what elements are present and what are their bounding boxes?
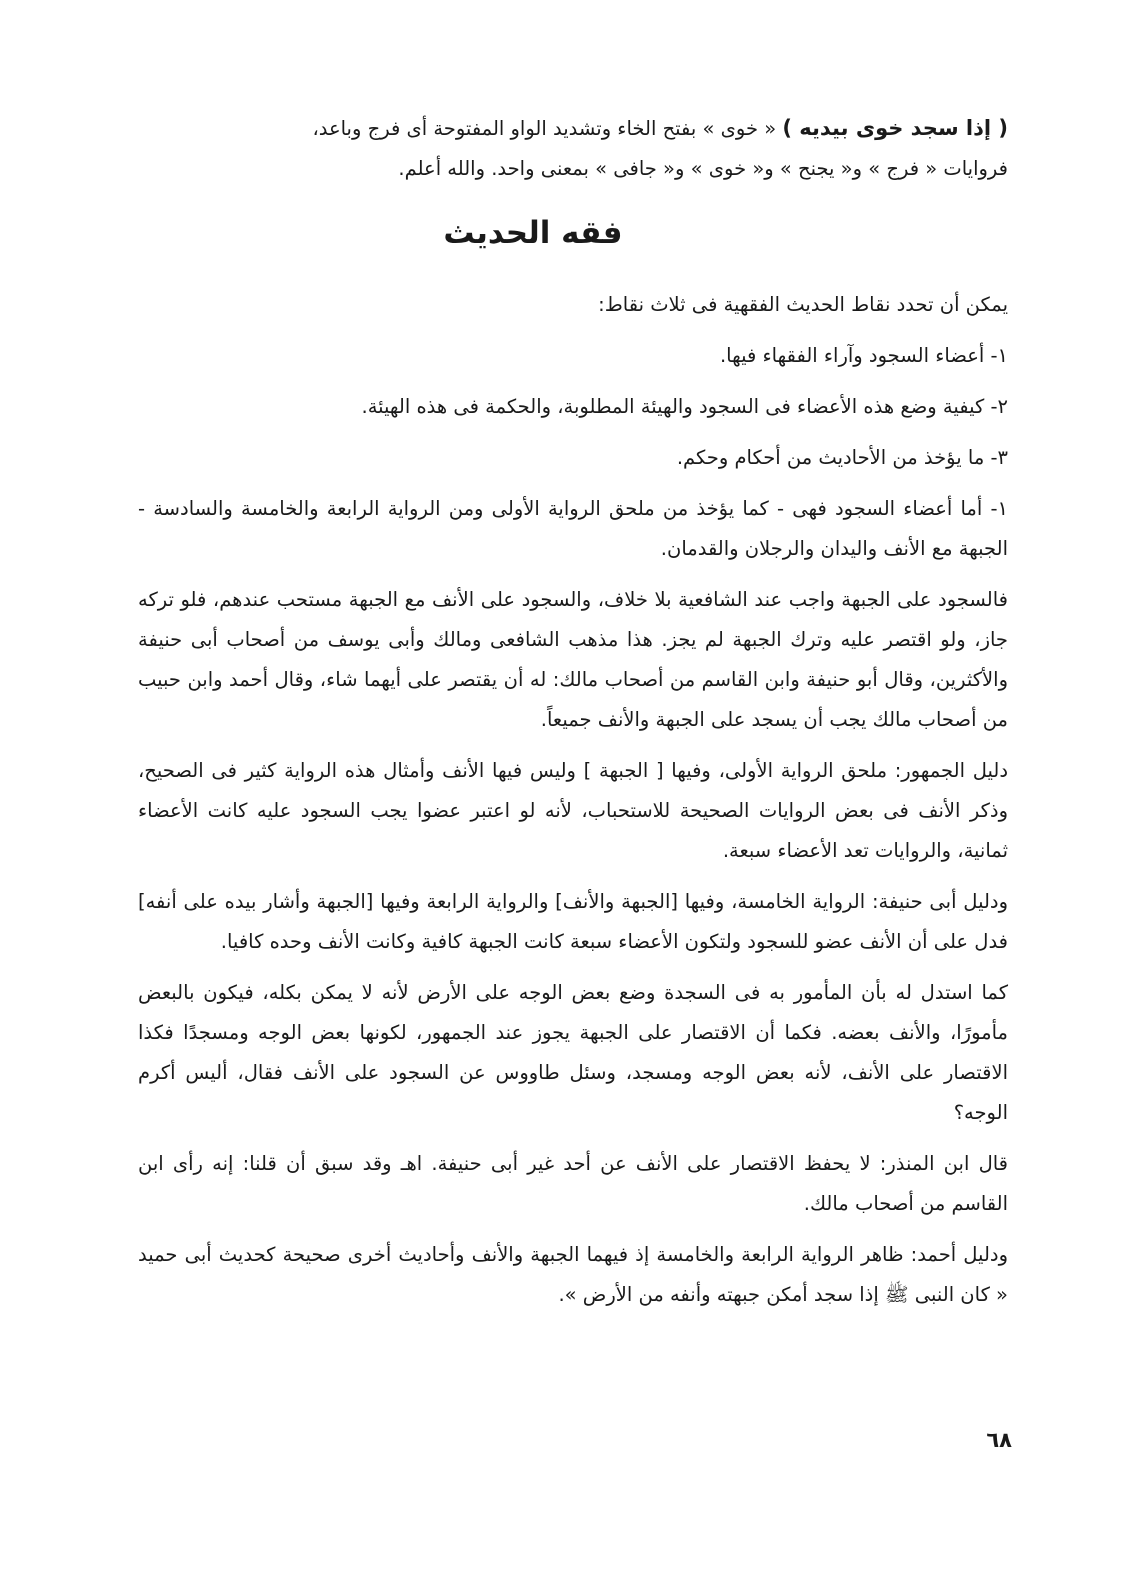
page-content xyxy=(138,108,1008,1326)
paragraph-ahmad-evidence: ودليل أحمد: ظاهر الرواية الرابعة والخامسة إذ فيهما الجبهة والأنف وأحاديث أخرى صحيحة كحديث أبى حميد « كان النبى ﷺ إذا سجد أمكن جبهته وأنفه من الأرض ». xyxy=(138,1243,1008,1306)
section-title: فقه الحديث xyxy=(443,215,623,251)
intro-lead: ( إذا سجد خوى بيديه ) xyxy=(782,116,1008,140)
paragraph-argument: كما استدل له بأن المأمور به فى السجدة وضع بعض الوجه على الأرض لأنه لا يمكن بكله، فيكون بالبعض مأمورًا، والأنف بعضه. فكما أن الاقتصار على الجبهة يجوز عند الجمهور، لكونها بعض الوجه ومسجدًا فكذا الاقتصار على الأنف، لأنه بعض الوجه ومسجد، وسئل طاووس عن السجود على الأنف فقال، أليس أكرم الوجه؟ xyxy=(138,981,1008,1124)
paragraph-organs: ١- أما أعضاء السجود فهى - كما يؤخذ من ملحق الرواية الأولى ومن الرواية الرابعة والخامسة والسادسة - الجبهة مع الأنف واليدان والرجلان والقدمان. xyxy=(138,497,1008,560)
paragraph-ibn-mundhir: قال ابن المنذر: لا يحفظ الاقتصار على الأنف عن أحد غير أبى حنيفة. اهـ وقد سبق أن قلنا: إنه رأى ابن القاسم من أصحاب مالك. xyxy=(138,1152,1008,1215)
page-number: ٦٨ xyxy=(986,1428,1012,1452)
paragraph-forehead: فالسجود على الجبهة واجب عند الشافعية بلا خلاف، والسجود على الأنف مع الجبهة مستحب عندهم، فلو تركه جاز، ولو اقتصر عليه وترك الجبهة لم يجز. هذا مذهب الشافعى ومالك وأبى يوسف من أصحاب أبى حنيفة والأكثرين، وقال أبو حنيفة وابن القاسم من أصحاب مالك: له أن يقتصر على أيهما شاء، وقال أحمد وابن حبيب من أصحاب مالك يجب أن يسجد على الجبهة والأنف جميعاً. xyxy=(138,588,1008,731)
point-item-1: ١- أعضاء السجود وآراء الفقهاء فيها. xyxy=(719,344,1008,367)
intro-line2: فروايات « فرج » و« يجنح » و« خوى » و« جافى » بمعنى واحد. والله أعلم. xyxy=(398,157,1008,180)
intro-paragraph xyxy=(138,108,1008,189)
point-item-2: ٢- كيفية وضع هذه الأعضاء فى السجود والهيئة المطلوبة، والحكمة فى هذه الهيئة. xyxy=(361,395,1008,418)
points-intro: يمكن أن تحدد نقاط الحديث الفقهية فى ثلاث نقاط: xyxy=(598,293,1008,316)
point-item-3: ٣- ما يؤخذ من الأحاديث من أحكام وحكم. xyxy=(676,446,1008,469)
paragraph-majority-evidence: دليل الجمهور: ملحق الرواية الأولى، وفيها [ الجبهة ] وليس فيها الأنف وأمثال هذه الرواية كثير فى الصحيح، وذكر الأنف فى بعض الروايات الصحيحة للاستحباب، لأنه لو اعتبر عضوا يجب السجود عليه كانت الأعضاء ثمانية، والروايات تعد الأعضاء سبعة. xyxy=(138,759,1008,862)
intro-line1-rest: « خوى » بفتح الخاء وتشديد الواو المفتوحة أى فرج وباعد، xyxy=(312,117,783,140)
paragraph-abu-hanifa-evidence: ودليل أبى حنيفة: الرواية الخامسة، وفيها [الجبهة والأنف] والرواية الرابعة وفيها [الجبهة وأشار بيده على أنفه] فدل على أن الأنف عضو للسجود ولتكون الأعضاء سبعة كانت الجبهة كافية وكانت الأنف وحده كافيا. xyxy=(138,890,1008,953)
